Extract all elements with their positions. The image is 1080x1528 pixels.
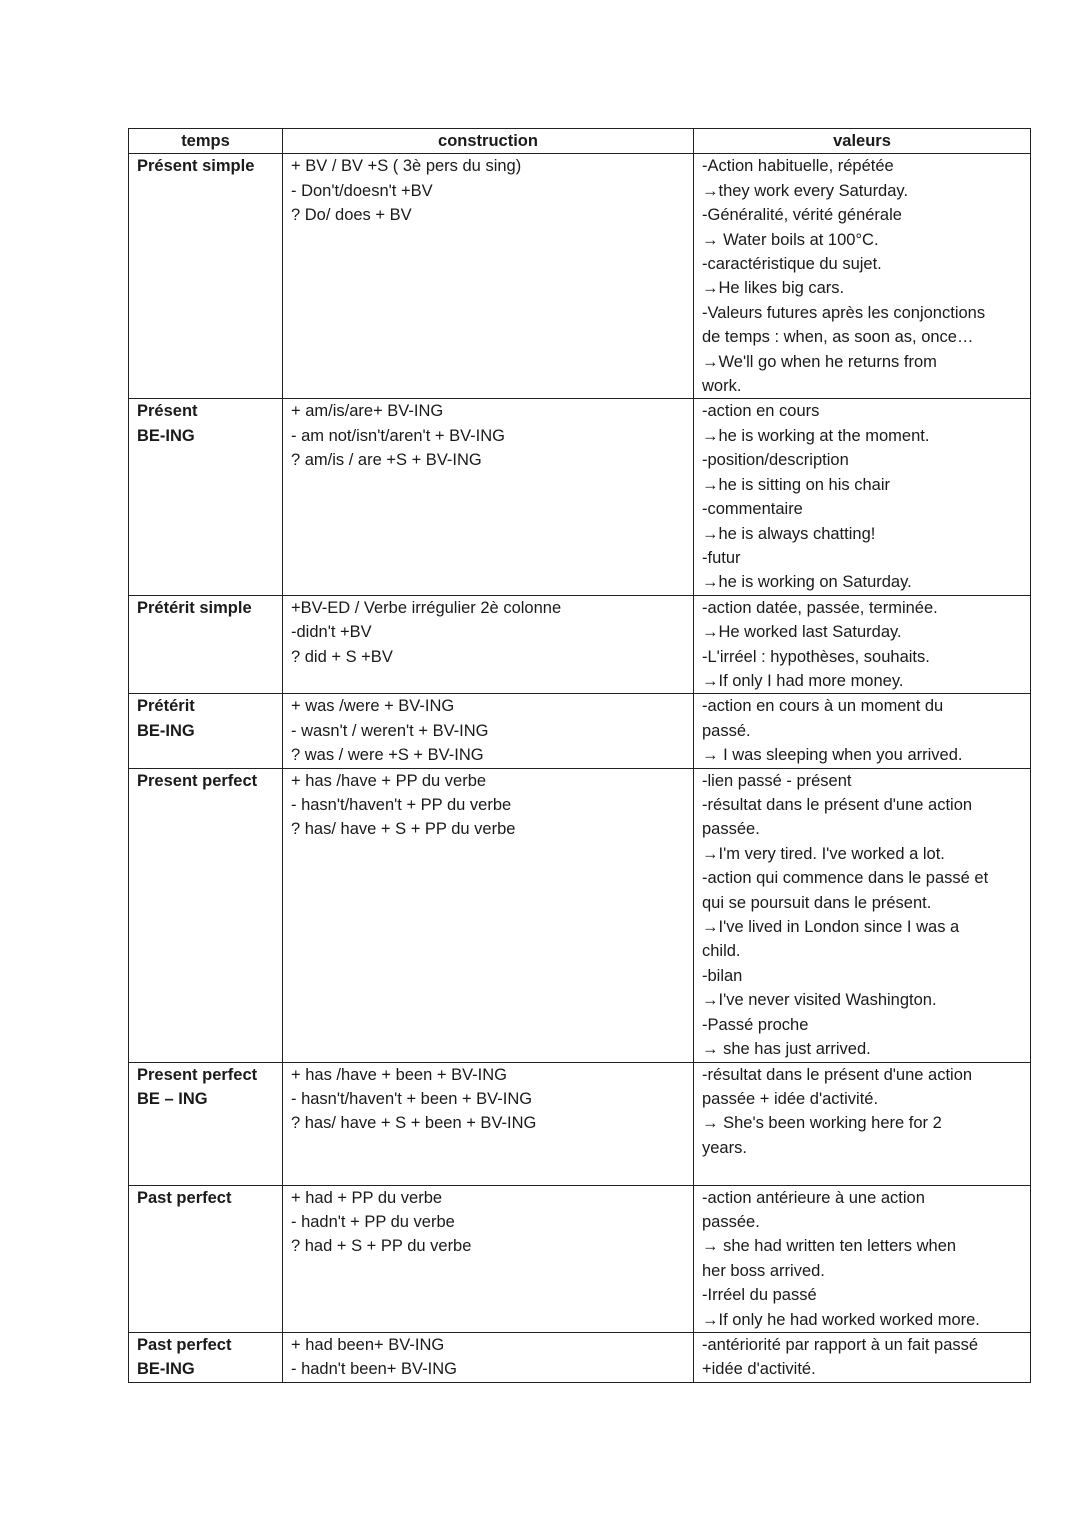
values-line: → she has just arrived.: [702, 1040, 871, 1059]
construction-line: -didn't +BV: [291, 623, 372, 642]
tense-line: Prétérit simple: [137, 598, 252, 617]
values-cell: [694, 1185, 1031, 1332]
table-row-preterit-simple: [129, 595, 1031, 694]
tense-line: Présent: [137, 402, 198, 421]
grammar-tenses-table: [128, 128, 1031, 1383]
values-line: -antériorité par rapport à un fait passé: [702, 1336, 979, 1354]
construction-cell: [283, 399, 694, 595]
values-line: →I'm very tired. I've worked a lot.: [702, 844, 945, 863]
values-line: →they work every Saturday.: [702, 181, 909, 200]
values-line: -caractéristique du sujet.: [702, 255, 882, 274]
table-body: [129, 154, 1031, 1383]
values-line: -résultat dans le présent d'une action: [702, 1065, 973, 1084]
header-row: [129, 129, 1031, 154]
values-line: → She's been working here for 2: [702, 1114, 942, 1133]
values-line: →I've never visited Washington.: [702, 991, 937, 1010]
construction-cell: [283, 1062, 694, 1185]
construction-line: + had + PP du verbe: [291, 1188, 443, 1207]
header-temps: temps: [129, 129, 283, 154]
tense-cell: [129, 399, 283, 595]
values-line: child.: [702, 942, 741, 961]
table-row-past-perfect-be-ing: [129, 1333, 1031, 1383]
tense-line: Past perfect: [137, 1336, 232, 1354]
values-line: →He likes big cars.: [702, 279, 845, 298]
values-line: -position/description: [702, 451, 849, 470]
construction-line: ? has/ have + S + been + BV-ING: [291, 1114, 537, 1133]
values-line: -action en cours: [702, 402, 820, 421]
tense-cell: [129, 1062, 283, 1185]
values-line: -action antérieure à une action: [702, 1188, 925, 1207]
table-row-present-simple: [129, 154, 1031, 399]
values-line: -L'irréel : hypothèses, souhaits.: [702, 647, 930, 666]
values-cell: [694, 694, 1031, 768]
table-row-present-perfect: [129, 768, 1031, 1062]
construction-line: ? was / were +S + BV-ING: [291, 746, 484, 765]
values-line: -commentaire: [702, 500, 803, 519]
values-line: -action en cours à un moment du: [702, 697, 944, 716]
construction-line: - Don't/doesn't +BV: [291, 181, 433, 200]
tense-cell: [129, 768, 283, 1062]
tense-cell: [129, 595, 283, 694]
values-line: -Passé proche: [702, 1015, 809, 1034]
values-line: -Généralité, vérité générale: [702, 206, 902, 225]
construction-cell: [283, 1333, 694, 1383]
table-row-preterit-be-ing: [129, 694, 1031, 768]
construction-line: ? am/is / are +S + BV-ING: [291, 451, 482, 470]
values-cell: [694, 154, 1031, 399]
tense-line: BE – ING: [137, 1089, 208, 1108]
values-cell: [694, 1062, 1031, 1185]
construction-cell: [283, 768, 694, 1062]
construction-cell: [283, 595, 694, 694]
values-line: →he is always chatting!: [702, 524, 876, 543]
construction-line: + am/is/are+ BV-ING: [291, 402, 444, 421]
values-line: years.: [702, 1138, 747, 1157]
values-cell: [694, 399, 1031, 595]
construction-line: ? has/ have + S + PP du verbe: [291, 820, 516, 839]
table-row-past-perfect: [129, 1185, 1031, 1332]
construction-line: + has /have + been + BV-ING: [291, 1065, 508, 1084]
tense-line: Past perfect: [137, 1188, 232, 1207]
values-line: →If only I had more money.: [702, 671, 904, 690]
values-line: →We'll go when he returns from: [702, 352, 937, 371]
values-line: -Irréel du passé: [702, 1286, 817, 1305]
values-line: → Water boils at 100°C.: [702, 230, 879, 249]
values-line: → I was sleeping when you arrived.: [702, 746, 963, 765]
values-line: work.: [702, 377, 742, 396]
values-line: passée.: [702, 820, 760, 839]
construction-line: + was /were + BV-ING: [291, 697, 455, 716]
values-line: -futur: [702, 548, 741, 567]
values-line: +idée d'activité.: [702, 1360, 816, 1379]
values-line: →He worked last Saturday.: [702, 623, 902, 642]
construction-cell: [283, 694, 694, 768]
header-construction: construction: [283, 129, 694, 154]
construction-line: ? Do/ does + BV: [291, 206, 412, 225]
values-cell: [694, 595, 1031, 694]
values-line: -lien passé - présent: [702, 771, 852, 790]
construction-line: - am not/isn't/aren't + BV-ING: [291, 426, 506, 445]
tense-line: Present perfect: [137, 1065, 258, 1084]
tense-line: Present perfect: [137, 771, 258, 790]
values-line: passé.: [702, 721, 751, 740]
construction-line: - hadn't been+ BV-ING: [291, 1360, 457, 1379]
values-line: →he is sitting on his chair: [702, 475, 891, 494]
tense-cell: [129, 1333, 283, 1383]
tense-line: BE-ING: [137, 1360, 195, 1379]
values-line: -Action habituelle, répétée: [702, 157, 894, 176]
construction-line: - hasn't/haven't + PP du verbe: [291, 795, 512, 814]
values-line: →If only he had worked worked more.: [702, 1310, 980, 1329]
values-line: →I've lived in London since I was a: [702, 918, 960, 936]
header-valeurs: valeurs: [694, 129, 1031, 154]
table-row-present-perfect-be-ing: [129, 1062, 1031, 1185]
table-row-present-be-ing: [129, 399, 1031, 595]
construction-cell: [283, 154, 694, 399]
values-cell: [694, 1333, 1031, 1383]
values-cell: [694, 768, 1031, 1062]
values-line: →he is working on Saturday.: [702, 573, 912, 592]
values-line: -bilan: [702, 966, 743, 985]
tense-line: BE-ING: [137, 426, 195, 445]
construction-line: ? did + S +BV: [291, 647, 393, 666]
values-line: →he is working at the moment.: [702, 426, 930, 445]
construction-line: + BV / BV +S ( 3è pers du sing): [291, 157, 522, 176]
values-line: qui se poursuit dans le présent.: [702, 893, 932, 912]
values-line: her boss arrived.: [702, 1261, 825, 1280]
values-line: -action datée, passée, terminée.: [702, 598, 938, 617]
tense-cell: [129, 154, 283, 399]
tense-cell: [129, 1185, 283, 1332]
tense-line: BE-ING: [137, 721, 195, 740]
construction-line: + has /have + PP du verbe: [291, 771, 487, 790]
values-line: → she had written ten letters when: [702, 1237, 957, 1256]
tense-cell: [129, 694, 283, 768]
construction-cell: [283, 1185, 694, 1332]
values-line: -action qui commence dans le passé et: [702, 869, 989, 888]
tense-line: Présent simple: [137, 157, 255, 176]
construction-line: - wasn't / weren't + BV-ING: [291, 721, 489, 740]
construction-line: +BV-ED / Verbe irrégulier 2è colonne: [291, 598, 562, 617]
values-line: passée + idée d'activité.: [702, 1089, 879, 1108]
values-line: de temps : when, as soon as, once…: [702, 328, 974, 347]
construction-line: - hadn't + PP du verbe: [291, 1212, 455, 1231]
construction-line: + had been+ BV-ING: [291, 1336, 445, 1354]
values-line: passée.: [702, 1212, 760, 1231]
construction-line: ? had + S + PP du verbe: [291, 1237, 472, 1256]
tense-line: Prétérit: [137, 697, 195, 716]
values-line: -résultat dans le présent d'une action: [702, 795, 973, 814]
construction-line: - hasn't/haven't + been + BV-ING: [291, 1089, 533, 1108]
values-line: -Valeurs futures après les conjonctions: [702, 303, 986, 322]
